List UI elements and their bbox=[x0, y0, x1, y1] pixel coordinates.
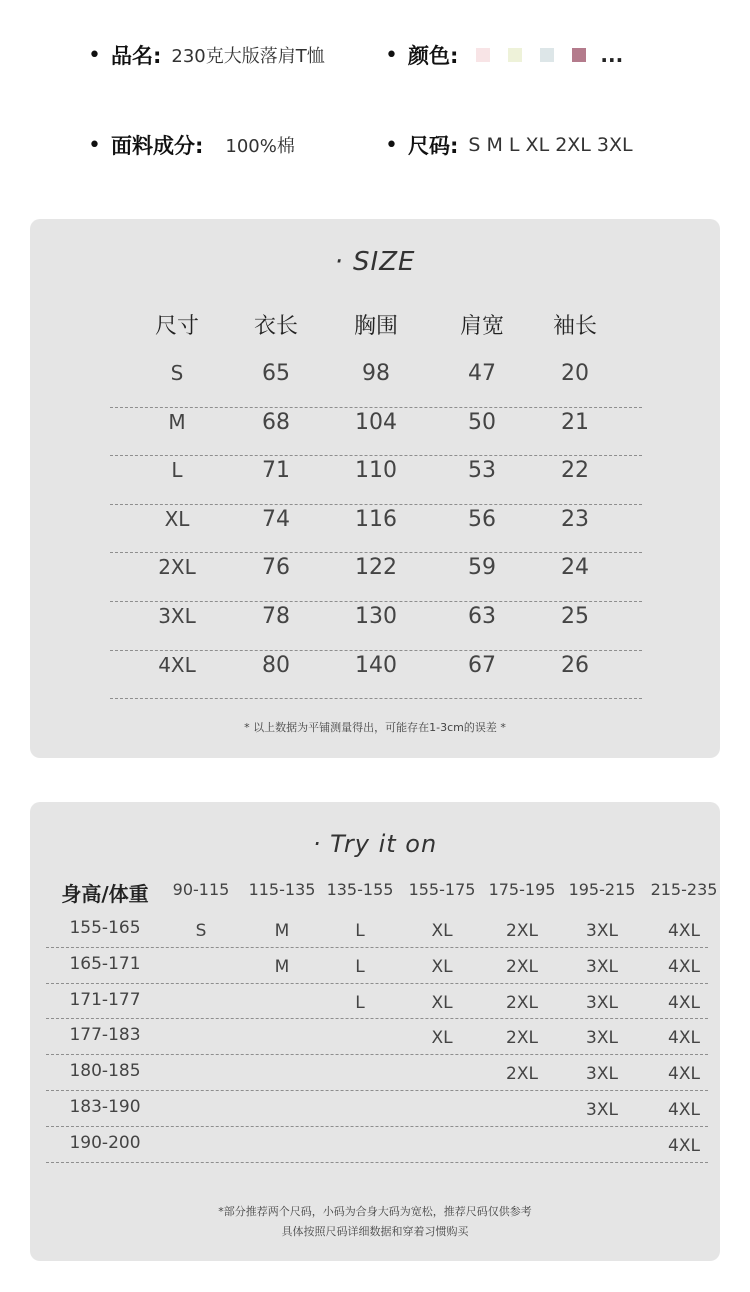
try-on-size: 4XL bbox=[668, 992, 700, 1013]
size-chart-cell: 78 bbox=[262, 604, 290, 629]
size-chart-note: * 以上数据为平铺测量得出，可能存在1-3cm的误差 * bbox=[244, 721, 506, 734]
size-chart-cell: 122 bbox=[355, 555, 397, 581]
size-chart-cell: 71 bbox=[262, 458, 290, 484]
size-chart-header bbox=[110, 309, 642, 339]
try-on-note-1: *部分推荐两个尺码，小码为合身大码为宽松，推荐尺码仅供参考 bbox=[218, 1205, 532, 1218]
size-chart-cell: 104 bbox=[355, 409, 397, 435]
size-chart-cell: 67 bbox=[468, 652, 496, 678]
spec-fabric-value: 100%棉 bbox=[225, 136, 295, 157]
size-chart-cell: 140 bbox=[355, 652, 397, 678]
try-on-title: · Try it on bbox=[312, 830, 438, 858]
try-on-header-cell: 90-115 bbox=[172, 880, 230, 899]
size-chart-cell: 110 bbox=[355, 458, 397, 484]
size-chart-header-cell: 胸围 bbox=[353, 314, 399, 339]
try-on-height: 165-171 bbox=[69, 953, 141, 974]
try-on-header-cell: 115-135 bbox=[248, 880, 316, 899]
try-on-size: L bbox=[355, 956, 365, 977]
try-on-size: 3XL bbox=[586, 1100, 618, 1120]
try-on-height: 177-183 bbox=[69, 1025, 141, 1046]
size-chart-row bbox=[110, 602, 642, 651]
try-on-size: M bbox=[274, 921, 290, 941]
bullet-icon: • bbox=[385, 132, 398, 158]
try-on-size: 4XL bbox=[668, 921, 700, 941]
size-chart-cell: 53 bbox=[468, 458, 496, 484]
spec-fabric bbox=[88, 130, 295, 160]
size-chart-cell: 25 bbox=[561, 604, 589, 629]
size-chart-cell: 2XL bbox=[158, 555, 196, 580]
size-chart-row bbox=[110, 408, 642, 457]
try-on-size: S bbox=[195, 921, 207, 941]
try-on-size: L bbox=[355, 992, 365, 1013]
try-on-height: 155-165 bbox=[69, 918, 141, 938]
try-on-height: 180-185 bbox=[69, 1061, 141, 1082]
bullet-icon: • bbox=[88, 132, 101, 158]
size-chart-row bbox=[110, 359, 642, 408]
size-chart-cell: 21 bbox=[561, 409, 589, 435]
size-chart-cell: 4XL bbox=[158, 652, 196, 677]
try-on-row bbox=[46, 1019, 708, 1055]
try-on-row bbox=[46, 1055, 708, 1091]
try-on-size: 3XL bbox=[586, 1028, 618, 1049]
spec-color bbox=[385, 40, 623, 70]
try-on-size: 3XL bbox=[586, 992, 618, 1013]
try-on-row bbox=[46, 1091, 708, 1127]
try-on-note-2: 具体按照尺码详细数据和穿着习惯购买 bbox=[281, 1225, 469, 1238]
try-on-size: XL bbox=[431, 956, 453, 977]
try-on-header bbox=[30, 880, 720, 908]
try-on-row bbox=[46, 984, 708, 1020]
size-chart-row bbox=[110, 651, 642, 700]
size-chart-cell: 26 bbox=[561, 652, 589, 678]
try-on-header-cell: 155-175 bbox=[408, 880, 476, 899]
try-on-size: 2XL bbox=[506, 956, 538, 977]
size-chart-cell: 63 bbox=[468, 604, 496, 629]
size-chart-cell: 20 bbox=[561, 361, 589, 386]
try-on-card bbox=[30, 802, 720, 1261]
size-chart-header-cell: 袖长 bbox=[552, 314, 598, 339]
size-chart-cell: 56 bbox=[468, 506, 496, 532]
size-chart-header-cell: 肩宽 bbox=[459, 314, 505, 339]
size-chart-row bbox=[110, 456, 642, 505]
spec-name bbox=[88, 40, 325, 70]
spec-color-label: 颜色: bbox=[407, 44, 459, 68]
try-on-row bbox=[46, 948, 708, 984]
try-on-size: 2XL bbox=[506, 992, 538, 1013]
try-on-header-cell: 135-155 bbox=[326, 880, 394, 899]
size-chart-cell: 98 bbox=[362, 361, 390, 386]
try-on-header-cell: 195-215 bbox=[568, 880, 636, 899]
size-chart-cell: L bbox=[171, 458, 183, 483]
try-on-size: 2XL bbox=[506, 921, 538, 941]
color-swatch bbox=[508, 48, 522, 62]
try-on-height: 190-200 bbox=[69, 1132, 141, 1153]
size-chart-cell: 24 bbox=[561, 555, 589, 581]
spec-name-label: 品名: bbox=[110, 44, 162, 68]
try-on-size: 4XL bbox=[668, 956, 700, 977]
size-chart-cell: 74 bbox=[262, 506, 290, 532]
try-on-size: 3XL bbox=[586, 921, 618, 941]
size-chart-header-cell: 衣长 bbox=[253, 314, 299, 339]
try-on-size: 4XL bbox=[668, 1100, 700, 1120]
try-on-size: 2XL bbox=[506, 1028, 538, 1049]
spec-sizes-value: S M L XL 2XL 3XL bbox=[468, 134, 633, 156]
try-on-size: 2XL bbox=[506, 1064, 538, 1085]
size-chart-cell: 3XL bbox=[158, 604, 196, 628]
try-on-row bbox=[46, 912, 708, 948]
try-on-size: XL bbox=[431, 921, 453, 941]
bullet-icon: • bbox=[385, 42, 398, 68]
size-chart-cell: 23 bbox=[561, 506, 589, 532]
color-swatch bbox=[540, 48, 554, 62]
size-chart-cell: 50 bbox=[468, 409, 496, 435]
try-on-height: 171-177 bbox=[69, 989, 141, 1010]
color-swatch bbox=[476, 48, 490, 62]
size-chart-cell: 59 bbox=[468, 555, 496, 581]
try-on-size: 3XL bbox=[586, 1064, 618, 1085]
size-chart-row bbox=[110, 553, 642, 602]
try-on-height: 183-190 bbox=[69, 1097, 141, 1117]
try-on-header-cell: 175-195 bbox=[488, 880, 556, 899]
try-on-size: 4XL bbox=[668, 1064, 700, 1085]
try-on-size: M bbox=[274, 956, 290, 977]
color-swatch bbox=[572, 48, 586, 62]
size-chart-row bbox=[110, 505, 642, 554]
size-chart-cell: 22 bbox=[561, 458, 589, 484]
size-chart-card bbox=[30, 219, 720, 758]
size-chart-cell: 47 bbox=[468, 361, 496, 386]
size-chart-cell: 130 bbox=[355, 604, 397, 629]
size-chart-title: · SIZE bbox=[334, 247, 416, 277]
spec-sizes bbox=[385, 130, 633, 160]
size-chart-cell: XL bbox=[164, 506, 190, 531]
try-on-header-cell: 215-235 bbox=[650, 880, 718, 899]
try-on-header-cell: 身高/体重 bbox=[61, 882, 149, 906]
size-chart-cell: 80 bbox=[262, 652, 290, 678]
try-on-size: 3XL bbox=[586, 956, 618, 977]
bullet-icon: • bbox=[88, 42, 101, 68]
try-on-size: 4XL bbox=[668, 1135, 700, 1156]
try-on-size: XL bbox=[431, 1028, 453, 1049]
try-on-row bbox=[46, 1127, 708, 1163]
spec-sizes-label: 尺码: bbox=[407, 134, 459, 158]
size-chart-cell: M bbox=[168, 409, 186, 434]
color-more: ... bbox=[600, 43, 624, 67]
try-on-size: 4XL bbox=[668, 1028, 700, 1049]
try-on-size: L bbox=[355, 921, 365, 941]
size-chart-header-cell: 尺寸 bbox=[154, 314, 200, 339]
spec-fabric-label: 面料成分: bbox=[110, 134, 204, 158]
size-chart-cell: S bbox=[170, 361, 184, 385]
size-chart-cell: 76 bbox=[262, 555, 290, 581]
size-chart-cell: 116 bbox=[355, 506, 397, 532]
try-on-size: XL bbox=[431, 992, 453, 1013]
size-chart-cell: 68 bbox=[262, 409, 290, 435]
spec-name-value: 230克大版落肩T恤 bbox=[171, 46, 325, 67]
size-chart-cell: 65 bbox=[262, 361, 290, 386]
